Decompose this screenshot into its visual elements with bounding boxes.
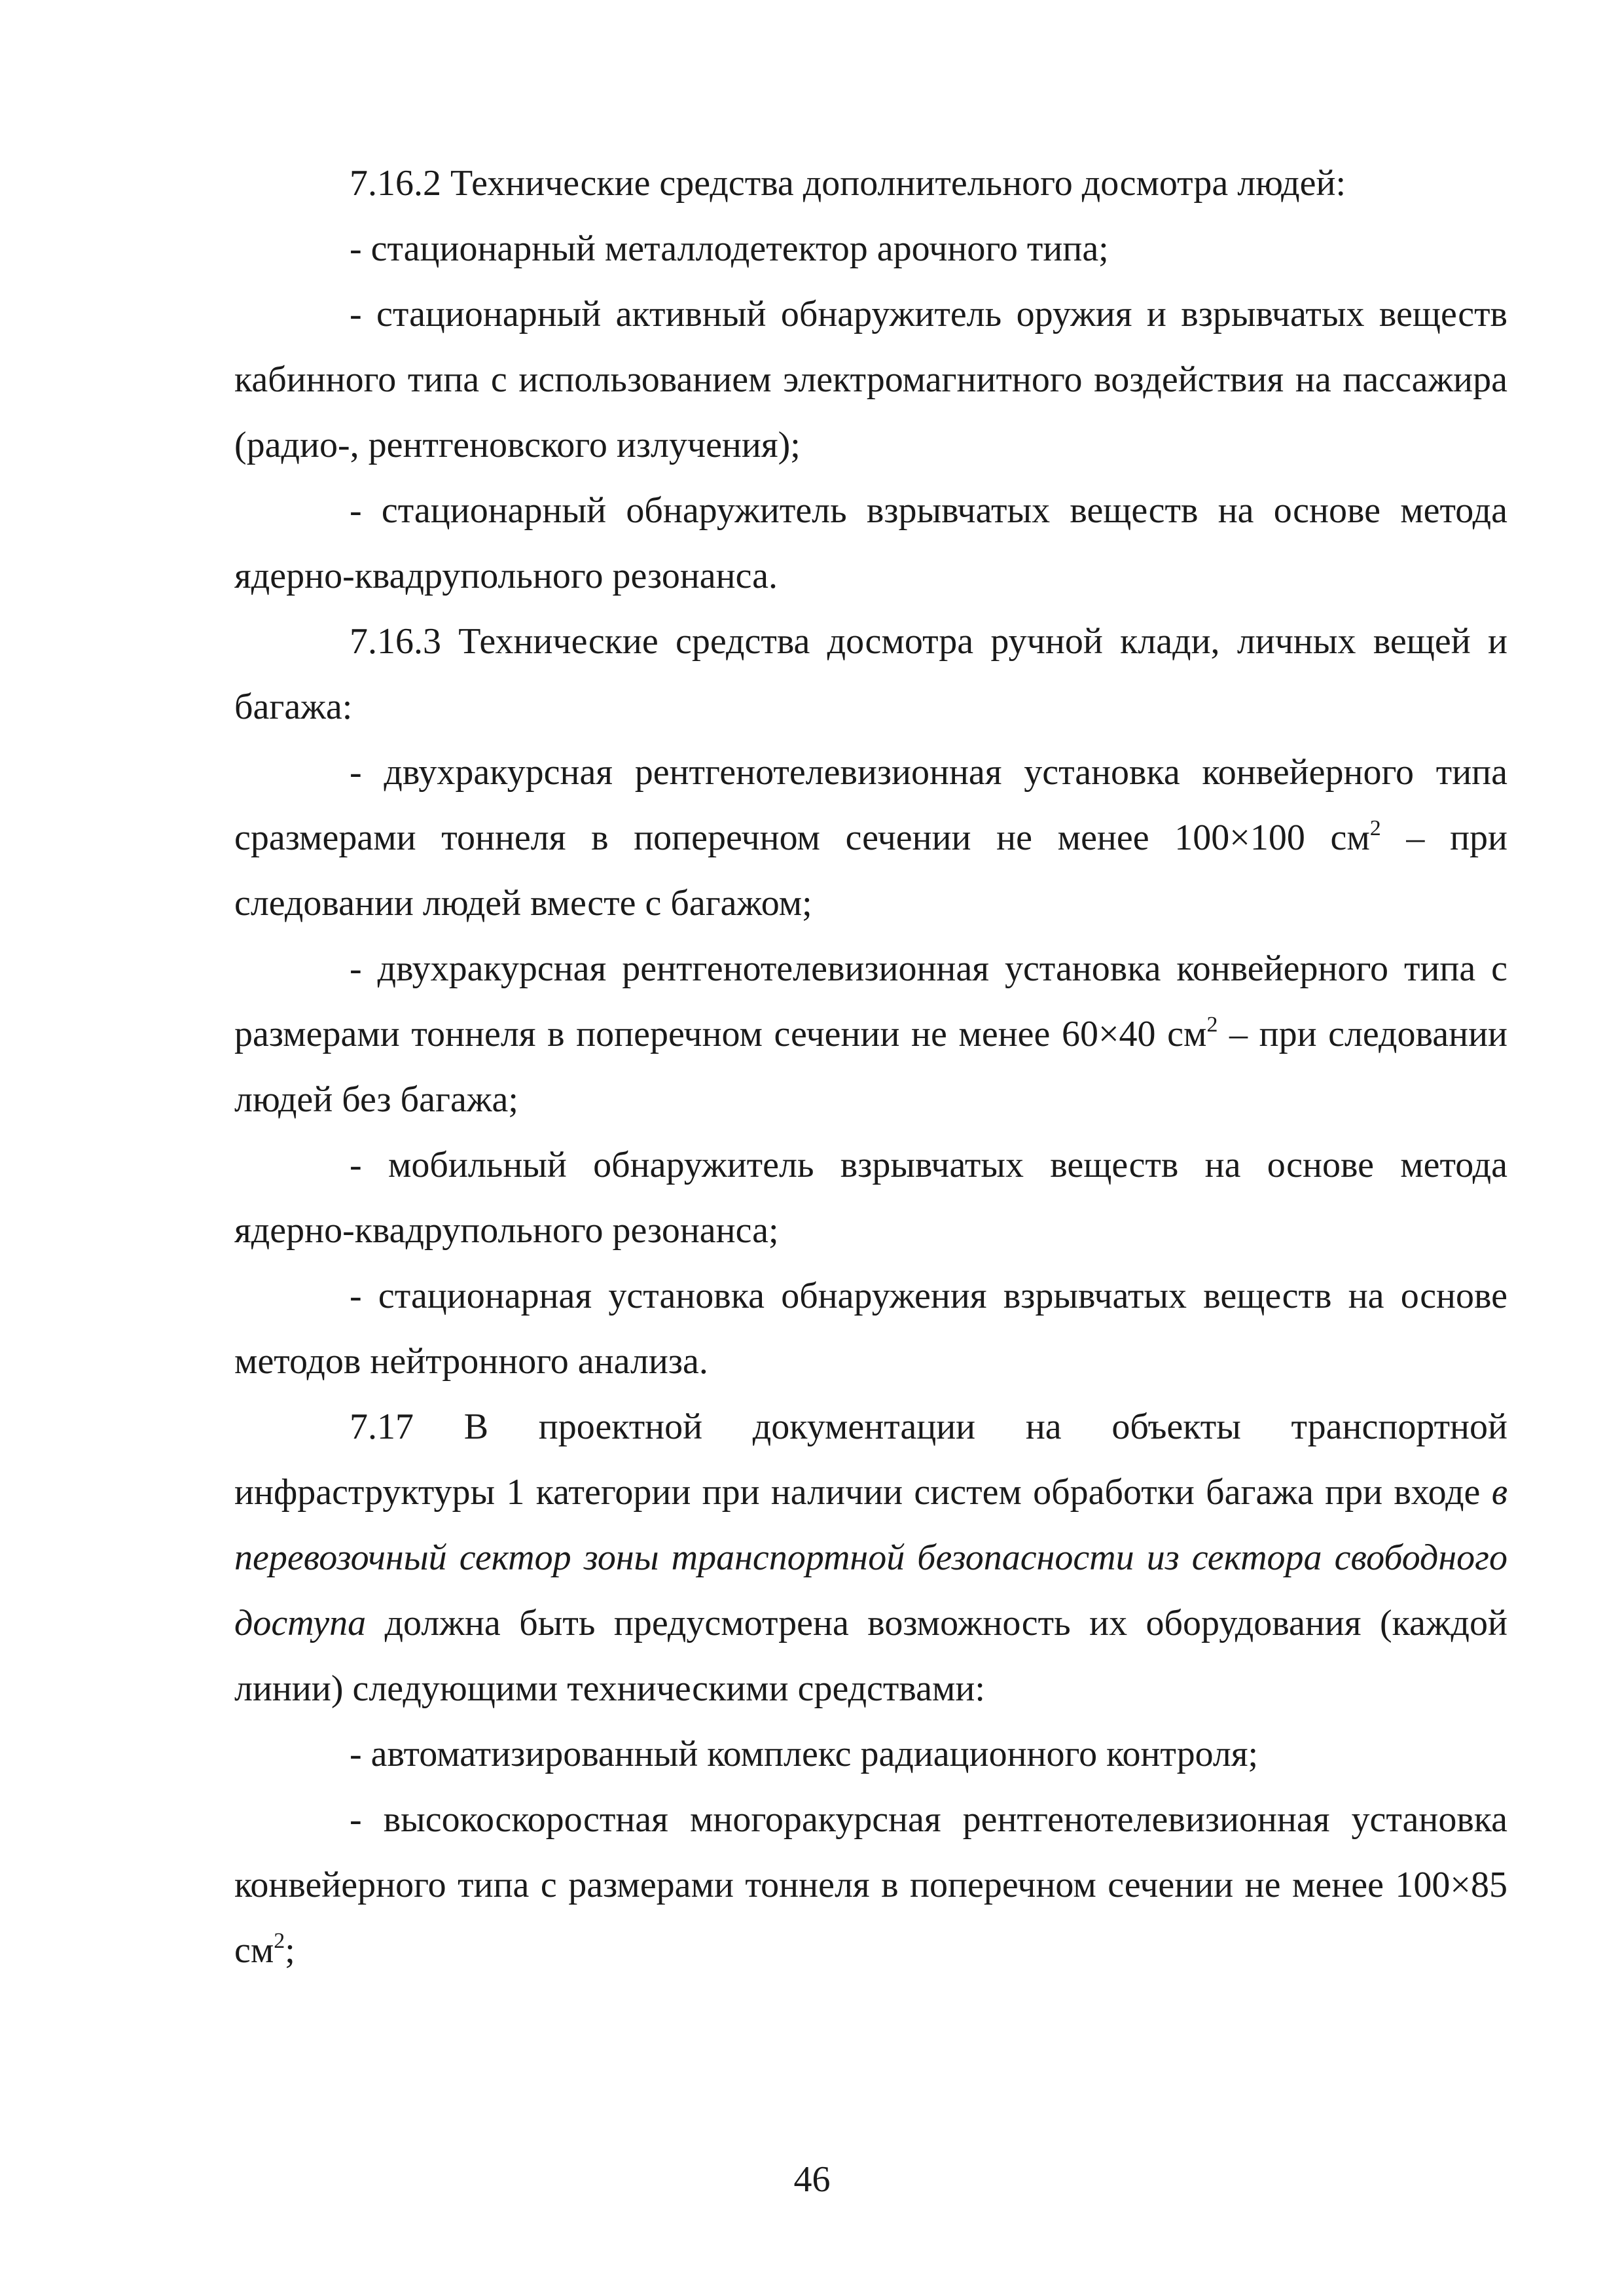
- paragraph-xray-100x100: [234, 740, 1507, 936]
- paragraph-7-17: [234, 1394, 1507, 1721]
- paragraph-7-16-2-heading: 7.16.2 Технические средства дополнительного досмотра людей:: [350, 163, 1346, 204]
- text-segment: ;: [285, 1930, 295, 1971]
- paragraph-active-detector: - стационарный активный обнаружитель оружия и взрывчатых веществ кабинного типа с использованием электромагнитного воздействия на пассажира (радио-, рентгеновского излучения);: [234, 294, 1507, 465]
- superscript: 2: [274, 1929, 285, 1953]
- italic-text-segment: в перевозочный сектор зоны транспортной безопасности из сектора свободного доступа: [234, 1472, 1507, 1643]
- text-segment: должна быть предусмотрена возможность их оборудования (каждой линии) следующими техническими средствами:: [234, 1603, 1507, 1709]
- paragraph-7-16-3-heading: 7.16.3 Технические средства досмотра ручной клади, личных вещей и багажа:: [234, 621, 1507, 727]
- text-segment: – при следовании людей вместе с багажом;: [234, 817, 1508, 924]
- document-page-body: [234, 151, 1507, 1983]
- superscript: 2: [1369, 816, 1381, 840]
- paragraph-xray-100x85: [234, 1787, 1507, 1983]
- paragraph-metal-detector: - стационарный металлодетектор арочного типа;: [350, 228, 1109, 269]
- text-segment: - высокоскоростная многоракурсная рентгенотелевизионная установка конвейерного типа с размерами тоннеля в поперечном сечении не менее 100×85 см: [234, 1799, 1507, 1971]
- text-segment: - двухракурсная рентгенотелевизионная установка конвейерного типа с размерами тоннеля в поперечном сечении не менее 60×40 см: [234, 948, 1507, 1054]
- text-segment: 7.17 В проектной документации на объекты транспортной инфраструктуры 1 категории при наличии систем обработки багажа при входе: [234, 1407, 1507, 1513]
- superscript: 2: [1206, 1013, 1218, 1037]
- text-segment: - двухракурсная рентгенотелевизионная установка конвейерного типа сразмерами тоннеля в поперечном сечении не менее 100×100 см: [234, 752, 1507, 858]
- paragraph-nqr-mobile: - мобильный обнаружитель взрывчатых веществ на основе метода ядерно-квадрупольного резонанса;: [234, 1145, 1507, 1251]
- paragraph-xray-60x40: [234, 936, 1507, 1132]
- paragraph-nqr-stationary: - стационарный обнаружитель взрывчатых веществ на основе метода ядерно-квадрупольного резонанса.: [234, 490, 1507, 596]
- paragraph-radiation-control: - автоматизированный комплекс радиационного контроля;: [350, 1734, 1259, 1774]
- paragraph-neutron-analysis: - стационарная установка обнаружения взрывчатых веществ на основе методов нейтронного анализа.: [234, 1276, 1507, 1382]
- page-number: 46: [793, 2159, 831, 2200]
- text-segment: – при следовании людей без багажа;: [234, 1014, 1508, 1120]
